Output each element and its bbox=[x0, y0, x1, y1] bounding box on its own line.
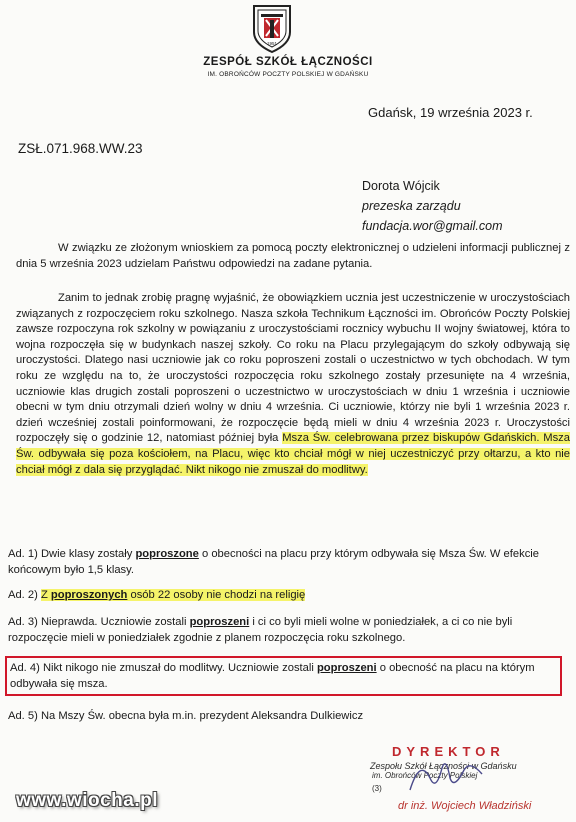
underlined-word: poproszonych bbox=[50, 589, 128, 601]
underlined-word: poproszeni bbox=[189, 616, 250, 628]
highlighted-text: Msza Św. celebrowana przez biskupów Gdańskich. Msza Św. odbywała się poza kościołem, na Placu, więc kto chciał mógł w niej uczestniczyć przy ołtarzu, a kto nie chciał mógł z dala się przyglądać. Nikt nikogo nie zmuszał do modlitwy. bbox=[16, 432, 570, 476]
intro-paragraph bbox=[16, 241, 570, 272]
site-watermark: www.wiocha.pl bbox=[16, 790, 158, 811]
recipient-email: fundacja.wor@gmail.com bbox=[362, 219, 503, 233]
explanation-text: Zanim to jednak zrobię pragnę wyjaśnić, że obowiązkiem ucznia jest uczestniczenie w uroczystościach związanych z rozpoczęciem roku szkolnego. Nasza szkoła Technikum Łączności im. Obrońców Poczty Polskiej zawsze rozpoczyna rok szkolny w powiązaniu z uroczystościami rocznicy wybuchu II wojny światowej, która to wojna rozpoczęła się w budynkach naszej szkoły. Co roku na Placu przylegającym do szkoły odbywają się uroczystości. Dlatego nasi uczniowie jak co roku poproszeni zostali o uczestnictwo w tych obchodach. W tym roku ze względu na to, że uroczystości rozpoczęcia roku szkolnego zostały przesunięte na 4 września, uczniowie klas drugich zostali poproszeni o uczestnictwo w uroczystościach w dniu 1 września i uczniowie obecni w tym dniu otrzymali dzień wolny w dniu 4 września. Ci uczniowie, którzy nie byli 1 września 2023 r. dzień wcześniej zostali poinformowani, że rozpoczęcie będą mieli w dniu 4 września 2023 r. Uroczystości rozpoczęły się o godzinie 12, natomiast później była bbox=[16, 292, 570, 445]
place-date: Gdańsk, 19 września 2023 r. bbox=[368, 105, 533, 120]
recipient-block bbox=[362, 176, 503, 236]
signatory-name: dr inż. Wojciech Władziński bbox=[398, 800, 532, 812]
handwritten-signature-icon bbox=[390, 748, 510, 798]
explanation-paragraph bbox=[16, 291, 570, 478]
answer-2: Ad. 2) Z poproszonych osób 22 osoby nie chodzi na religię bbox=[8, 589, 306, 601]
stamp-line-2: im. Obrońców Poczty Polskiej bbox=[372, 771, 478, 780]
school-name: ZESPÓŁ SZKÓŁ ŁĄCZNOŚCI bbox=[203, 56, 373, 68]
recipient-role: prezeska zarządu bbox=[362, 199, 461, 213]
answer-4-boxed: Ad. 4) Nikt nikogo nie zmuszał do modlitwy. Uczniowie zostali poproszeni o obecność na placu na którym odbywała się msza. bbox=[5, 656, 562, 696]
intro-text: W związku ze złożonym wnioskiem za pomocą poczty elektronicznej o udzieleni informacji publicznej z dnia 5 września 2023 udzielam Państwu odpowiedzi na zadane pytania. bbox=[16, 242, 570, 270]
answer-1: Ad. 1) Dwie klasy zostały poproszone o obecności na placu przy którym odbywała się Msza Św. W efekcie końcowym było 1,5 klasy. bbox=[8, 548, 539, 576]
school-crest-icon bbox=[248, 4, 296, 54]
underlined-word: poproszone bbox=[135, 548, 199, 560]
school-subtitle: IM. OBROŃCÓW POCZTY POLSKIEJ W GDAŃSKU bbox=[207, 71, 369, 78]
underlined-word: poproszeni bbox=[316, 662, 377, 674]
stamp-line-3: (3) bbox=[372, 784, 382, 793]
answer-3: Ad. 3) Nieprawda. Uczniowie zostali poproszeni i ci co byli mieli wolne w poniedziałek, a ci co nie byli rozpoczęcie mieli w poniedziałek zgodnie z planem rozpoczęcia roku szkolnego. bbox=[8, 616, 513, 644]
stamp-line-1: Zespołu Szkół Łączności w Gdańsku bbox=[370, 761, 517, 771]
recipient-name: Dorota Wójcik bbox=[362, 179, 440, 193]
answer-5: Ad. 5) Na Mszy Św. obecna była m.in. prezydent Aleksandra Dulkiewicz bbox=[8, 710, 364, 722]
logo-year: 1951 bbox=[266, 41, 278, 46]
signature-title: DYREKTOR bbox=[392, 744, 505, 759]
reference-number: ZSŁ.071.968.WW.23 bbox=[18, 141, 143, 156]
